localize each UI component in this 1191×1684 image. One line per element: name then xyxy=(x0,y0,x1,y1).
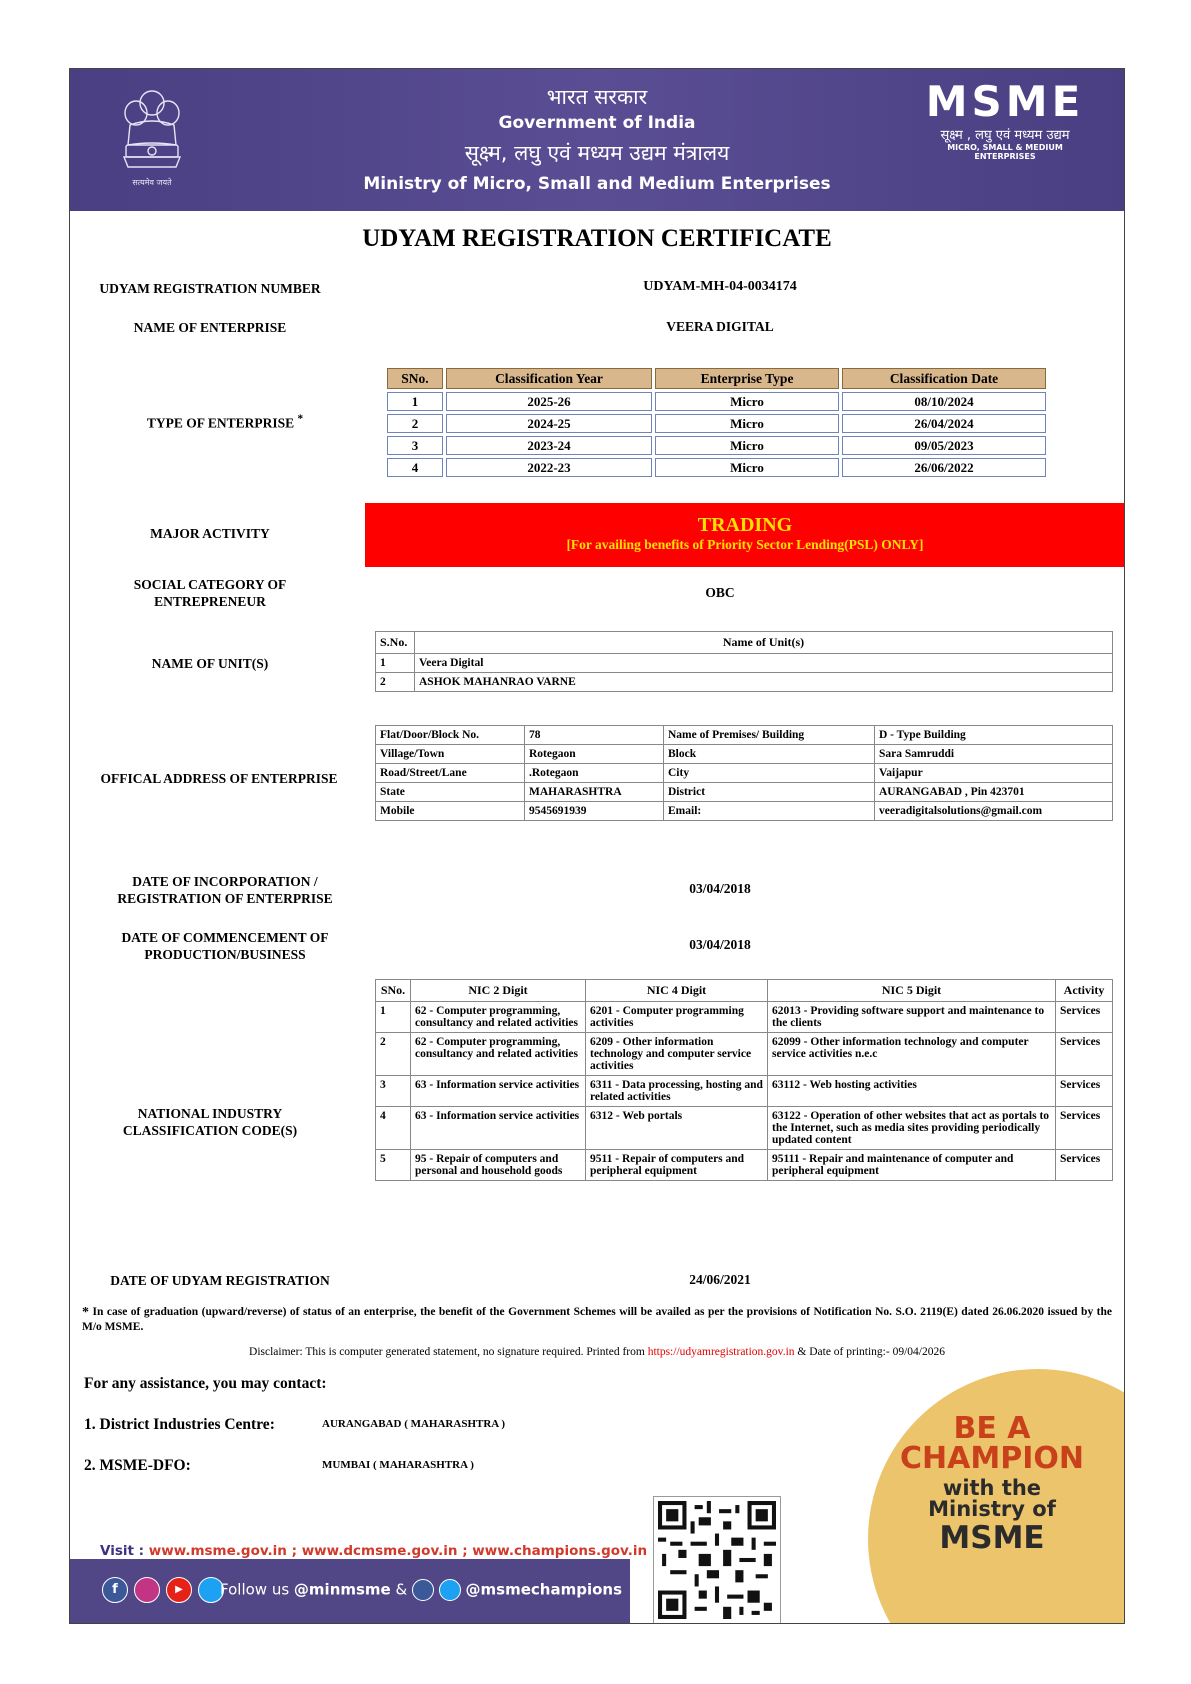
units-header: Name of Unit(s) xyxy=(415,632,1113,654)
address-row xyxy=(376,783,1113,802)
handle-minmsme[interactable]: @minmsme xyxy=(293,1580,391,1599)
classification-cell: 26/06/2022 xyxy=(842,458,1046,477)
commencement-label xyxy=(80,929,370,963)
units-row xyxy=(376,654,1113,673)
nic-cell: Services xyxy=(1056,1033,1113,1076)
footnote-star: * xyxy=(82,1305,89,1320)
classification-row xyxy=(387,458,1046,477)
udyam-portal-link[interactable]: https://udyamregistration.gov.in xyxy=(647,1346,795,1358)
nic-header: Activity xyxy=(1056,980,1113,1002)
contact-heading: For any assistance, you may contact: xyxy=(84,1375,327,1392)
address-cell: Email: xyxy=(664,802,875,821)
address-cell: Name of Premises/ Building xyxy=(664,726,875,745)
nic-cell: Services xyxy=(1056,1002,1113,1033)
address-cell: MAHARASHTRA xyxy=(525,783,664,802)
youtube-icon[interactable]: ▶ xyxy=(166,1577,192,1603)
address-label: OFFICAL ADDRESS OF ENTERPRISE xyxy=(100,771,338,786)
facebook-icon[interactable] xyxy=(412,1579,434,1601)
twitter-icon[interactable] xyxy=(439,1579,461,1601)
header-gov: Government of India xyxy=(498,113,696,133)
incorporation-label-line2: REGISTRATION OF ENTERPRISE xyxy=(117,891,333,906)
address-cell: Village/Town xyxy=(376,745,525,764)
nic-cell: 95 - Repair of computers and personal and household goods xyxy=(411,1150,586,1181)
nic-cell: Services xyxy=(1056,1107,1113,1150)
handle-msmechampions[interactable]: @msmechampions xyxy=(465,1580,623,1599)
nic-cell: 3 xyxy=(376,1076,411,1107)
classification-cell: 1 xyxy=(387,392,443,411)
header-banner xyxy=(70,69,1124,211)
classification-header: Classification Date xyxy=(842,368,1046,389)
nic-cell: 62 - Computer programming, consultancy and related activities xyxy=(411,1002,586,1033)
classification-cell: 2 xyxy=(387,414,443,433)
nic-header: SNo. xyxy=(376,980,411,1002)
nic-cell: 62013 - Providing software support and maintenance to the clients xyxy=(768,1002,1056,1033)
social-category-label-line1: SOCIAL CATEGORY OF xyxy=(133,577,287,592)
visit-label: Visit : xyxy=(100,1543,149,1559)
champion-line3: with the xyxy=(942,1476,1042,1500)
units-cell: 1 xyxy=(376,654,415,673)
classification-header: Enterprise Type xyxy=(655,368,839,389)
instagram-icon[interactable] xyxy=(134,1577,160,1603)
msme-logo xyxy=(920,79,1090,161)
nic-cell: 6311 - Data processing, hosting and related activities xyxy=(586,1076,768,1107)
nic-cell: 62 - Computer programming, consultancy and related activities xyxy=(411,1033,586,1076)
units-label: NAME OF UNIT(S) xyxy=(151,656,269,671)
units-header: S.No. xyxy=(376,632,415,654)
address-cell: Vaijapur xyxy=(875,764,1113,783)
disclaimer-date: & Date of printing:- 09/04/2026 xyxy=(794,1346,945,1358)
address-cell: .Rotegaon xyxy=(525,764,664,783)
nic-header: NIC 2 Digit xyxy=(411,980,586,1002)
classification-cell: Micro xyxy=(655,458,839,477)
qr-code-icon xyxy=(658,1501,776,1619)
social-category-label-line2: ENTREPRENEUR xyxy=(154,594,266,609)
dfo-label: 2. MSME-DFO: xyxy=(84,1457,191,1474)
nic-label-line2: CLASSIFICATION CODE(S) xyxy=(122,1123,298,1138)
footnote-star: * xyxy=(297,413,304,425)
footnote xyxy=(82,1305,1112,1335)
udyam-date-value: 24/06/2021 xyxy=(689,1272,751,1287)
udyam-date-label: DATE OF UDYAM REGISTRATION xyxy=(110,1273,330,1288)
address-row xyxy=(376,726,1113,745)
classification-header: SNo. xyxy=(387,368,443,389)
header-hindi-gov: भारत सरकार xyxy=(546,85,648,109)
qr-code xyxy=(654,1497,780,1623)
classification-cell: 26/04/2024 xyxy=(842,414,1046,433)
disclaimer xyxy=(70,1346,1124,1358)
classification-cell: Micro xyxy=(655,392,839,411)
champion-line5: MSME xyxy=(939,1520,1045,1556)
major-activity-band xyxy=(365,503,1125,567)
social-footer-bar xyxy=(70,1559,630,1623)
address-cell: State xyxy=(376,783,525,802)
nic-row xyxy=(376,1150,1113,1181)
dic-label: 1. District Industries Centre: xyxy=(84,1416,275,1433)
nic-cell: Services xyxy=(1056,1076,1113,1107)
nic-row xyxy=(376,1002,1113,1033)
address-cell: Rotegaon xyxy=(525,745,664,764)
social-category-value: OBC xyxy=(705,585,735,600)
header-hindi-ministry: सूक्ष्म, लघु एवं मध्यम उद्यम मंत्रालय xyxy=(464,141,730,165)
address-cell: AURANGABAD , Pin 423701 xyxy=(875,783,1113,802)
incorporation-label xyxy=(80,873,370,907)
address-cell: City xyxy=(664,764,875,783)
dfo-value: MUMBAI ( MAHARASHTRA ) xyxy=(322,1459,474,1471)
disclaimer-text: Disclaimer: This is computer generated statement, no signature required. Printed from xyxy=(249,1346,648,1358)
incorporation-date: 03/04/2018 xyxy=(689,881,751,896)
msme-logo-hindi: सूक्ष्म , लघु एवं मध्यम उद्यम xyxy=(940,128,1070,143)
classification-cell: Micro xyxy=(655,414,839,433)
address-cell: Road/Street/Lane xyxy=(376,764,525,783)
facebook-icon[interactable]: f xyxy=(102,1577,128,1603)
msme-logo-text: MSME xyxy=(925,77,1085,126)
address-cell: Flat/Door/Block No. xyxy=(376,726,525,745)
classification-cell: 09/05/2023 xyxy=(842,436,1046,455)
address-cell: Block xyxy=(664,745,875,764)
classification-cell: 2024-25 xyxy=(446,414,652,433)
classification-cell: 2023-24 xyxy=(446,436,652,455)
enterprise-name-value: VEERA DIGITAL xyxy=(666,319,774,334)
classification-cell: 2025-26 xyxy=(446,392,652,411)
champion-line2: CHAMPION xyxy=(900,1441,1084,1476)
visit-line xyxy=(100,1543,647,1559)
enterprise-type-label-text: TYPE OF ENTERPRISE xyxy=(146,415,295,431)
enterprise-name-label: NAME OF ENTERPRISE xyxy=(133,320,287,335)
address-cell: 78 xyxy=(525,726,664,745)
classification-table xyxy=(384,365,1049,480)
follow-text: Follow us xyxy=(220,1580,294,1599)
units-header-row xyxy=(376,632,1113,654)
certificate-frame xyxy=(69,68,1125,1624)
commencement-date: 03/04/2018 xyxy=(689,937,751,952)
nic-cell: 63 - Information service activities xyxy=(411,1107,586,1150)
units-cell: Veera Digital xyxy=(415,654,1113,673)
address-email: veeradigitalsolutions@gmail.com xyxy=(875,802,1113,821)
classification-row xyxy=(387,414,1046,433)
commencement-label-line2: PRODUCTION/BUSINESS xyxy=(144,947,306,962)
reg-number-label: UDYAM REGISTRATION NUMBER xyxy=(99,281,321,296)
address-cell: Mobile xyxy=(376,802,525,821)
champion-line1: BE A xyxy=(953,1411,1031,1446)
address-row xyxy=(376,745,1113,764)
follow-amp: & xyxy=(390,1580,412,1599)
nic-cell: 63122 - Operation of other websites that act as portals to the Internet, such as media sites providing periodically updated content xyxy=(768,1107,1056,1150)
msme-logo-english: MICRO, SMALL & MEDIUM ENTERPRISES xyxy=(947,143,1063,161)
address-cell: Sara Samruddi xyxy=(875,745,1113,764)
address-row xyxy=(376,764,1113,783)
nic-cell: 95111 - Repair and maintenance of computer and peripheral equipment xyxy=(768,1150,1056,1181)
classification-cell: 2022-23 xyxy=(446,458,652,477)
nic-cell: 9511 - Repair of computers and peripheral equipment xyxy=(586,1150,768,1181)
classification-row xyxy=(387,436,1046,455)
address-cell: District xyxy=(664,783,875,802)
classification-cell: Micro xyxy=(655,436,839,455)
nic-label-line1: NATIONAL INDUSTRY xyxy=(137,1106,283,1121)
address-row xyxy=(376,802,1113,821)
nic-cell: 62099 - Other information technology and computer service activities n.e.c xyxy=(768,1033,1056,1076)
nic-header: NIC 5 Digit xyxy=(768,980,1056,1002)
follow-line xyxy=(220,1579,622,1601)
nic-header: NIC 4 Digit xyxy=(586,980,768,1002)
social-category-label xyxy=(90,576,330,610)
nic-row xyxy=(376,1033,1113,1076)
nic-table xyxy=(375,979,1113,1181)
champion-line4: Ministry of xyxy=(928,1497,1056,1521)
social-icons xyxy=(102,1577,224,1603)
classification-row xyxy=(387,392,1046,411)
classification-header-row xyxy=(387,368,1046,389)
units-table xyxy=(375,631,1113,692)
footnote-text: In case of graduation (upward/reverse) of status of an enterprise, the benefit of the Government Schemes will be availed as per the provisions of Notification No. S.O. 2119(E) dated 26.06.2020 issued by the M/o MSME. xyxy=(82,1306,1113,1333)
reg-number-value: UDYAM-MH-04-0034174 xyxy=(643,279,797,294)
nic-cell: 6201 - Computer programming activities xyxy=(586,1002,768,1033)
certificate-title: UDYAM REGISTRATION CERTIFICATE xyxy=(362,225,832,252)
incorporation-label-line1: DATE OF INCORPORATION / xyxy=(132,874,318,889)
commencement-label-line1: DATE OF COMMENCEMENT OF xyxy=(121,930,329,945)
nic-label xyxy=(90,1105,330,1139)
nic-cell: 6209 - Other information technology and computer service activities xyxy=(586,1033,768,1076)
dic-value: AURANGABAD ( MAHARASHTRA ) xyxy=(322,1418,506,1430)
units-row xyxy=(376,673,1113,692)
nic-cell: 63 - Information service activities xyxy=(411,1076,586,1107)
nic-row xyxy=(376,1076,1113,1107)
address-table xyxy=(375,725,1113,821)
address-cell: D - Type Building xyxy=(875,726,1113,745)
classification-cell: 4 xyxy=(387,458,443,477)
major-activity-value: TRADING xyxy=(697,514,793,536)
nic-cell: 6312 - Web portals xyxy=(586,1107,768,1150)
enterprise-type-label xyxy=(90,411,360,432)
address-cell: 9545691939 xyxy=(525,802,664,821)
classification-cell: 3 xyxy=(387,436,443,455)
emblem-motto: सत्यमेव जयते xyxy=(132,178,172,187)
units-cell: ASHOK MAHANRAO VARNE xyxy=(415,673,1113,692)
nic-cell: 5 xyxy=(376,1150,411,1181)
visit-links[interactable]: www.msme.gov.in ; www.dcmsme.gov.in ; www.champions.gov.in xyxy=(148,1543,648,1559)
nic-cell: 1 xyxy=(376,1002,411,1033)
classification-cell: 08/10/2024 xyxy=(842,392,1046,411)
major-activity-note: [For availing benefits of Priority Sector Lending(PSL) ONLY] xyxy=(566,537,924,552)
champion-text xyxy=(858,1411,1125,1556)
nic-cell: Services xyxy=(1056,1150,1113,1181)
nic-cell: 2 xyxy=(376,1033,411,1076)
header-ministry: Ministry of Micro, Small and Medium Enterprises xyxy=(363,174,831,194)
units-cell: 2 xyxy=(376,673,415,692)
nic-cell: 4 xyxy=(376,1107,411,1150)
nic-cell: 63112 - Web hosting activities xyxy=(768,1076,1056,1107)
nic-header-row xyxy=(376,980,1113,1002)
major-activity-label: MAJOR ACTIVITY xyxy=(150,526,270,541)
nic-row xyxy=(376,1107,1113,1150)
classification-header: Classification Year xyxy=(446,368,652,389)
